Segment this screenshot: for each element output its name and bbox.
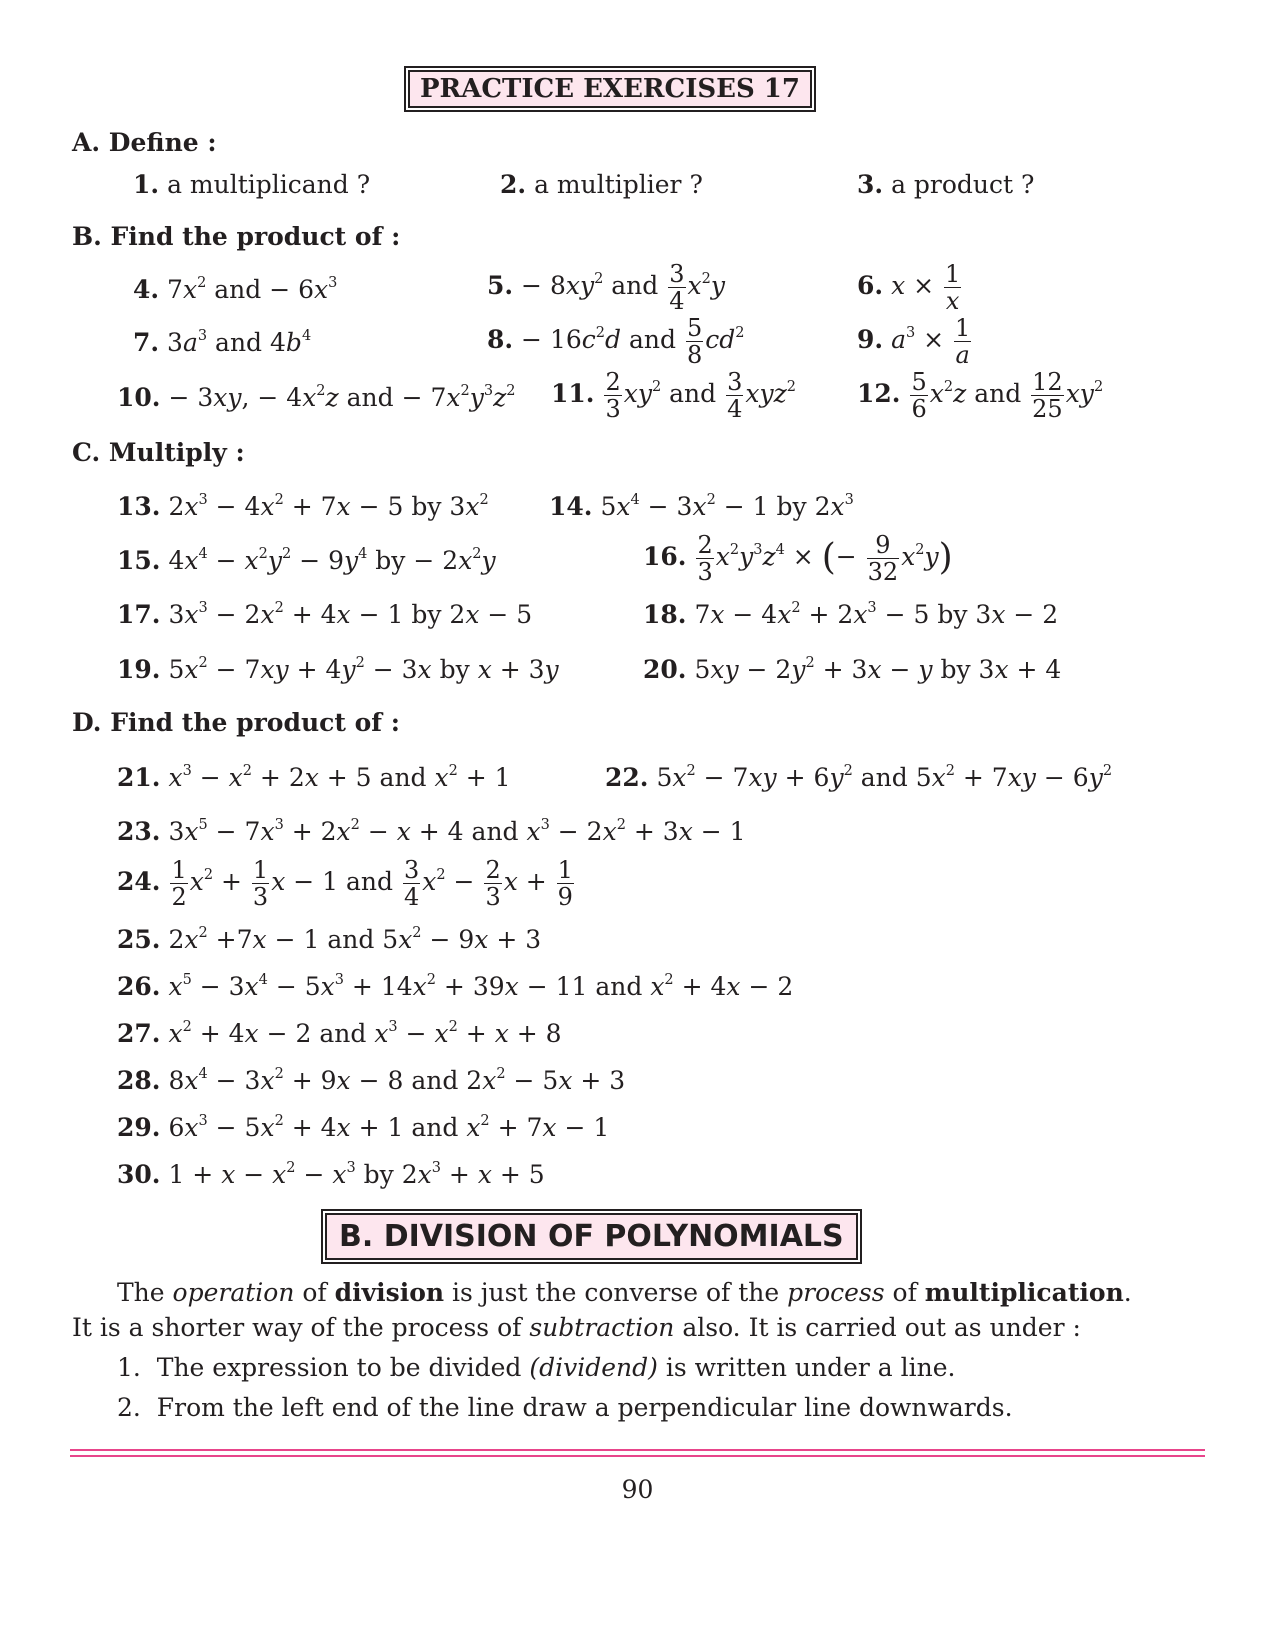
exercise-14: 14. $5x^4 - 3x^2 - 1$ by $2x^3$ — [549, 492, 854, 521]
exercise-22: 22. $5x^2 - 7xy + 6y^2$ and $5x^2 + 7xy - 6y^2$ — [605, 763, 1113, 792]
define-text: a multiplicand ? — [167, 170, 371, 199]
exercise-16: 16. $\frac{2}{3}$ $x^2y^3z^4$ × (− $\frac{9}{32}$ $x^2y$) — [643, 531, 953, 586]
exercise-7: 7. $3a^3$ and $4b^4$ — [133, 328, 312, 357]
define-item-2: 2. a multiplier ? — [500, 170, 703, 199]
exercise-23: 23. $3x^5 - 7x^3 + 2x^2 - x + 4$ and $x^3 - 2x^2 + 3x - 1$ — [117, 817, 746, 846]
exercise-29: 29. $6x^3 - 5x^2 + 4x + 1$ and $x^2 + 7x - 1$ — [117, 1113, 610, 1142]
division-paragraph-line2: It is a shorter way of the process of subtraction also. It is carried out as under : — [72, 1313, 1081, 1342]
section-c-heading: C. Multiply : — [72, 438, 245, 467]
exercise-20: 20. $5xy - 2y^2 + 3x - y$ by 3x + 4 — [643, 655, 1062, 684]
exercise-15: 15. $4x^4 - x^2y^2 - 9y^4$ by − $2x^2y$ — [117, 546, 496, 575]
exercise-26: 26. $x^5 - 3x^4 - 5x^3 + 14x^2 + 39x - 11$ and $x^2 + 4x - 2$ — [117, 972, 794, 1001]
exercise-28: 28. $8x^4 - 3x^2 + 9x - 8$ and $2x^2 - 5x + 3$ — [117, 1066, 626, 1095]
footer-rule-top — [70, 1449, 1205, 1451]
division-heading: B. DIVISION OF POLYNOMIALS — [325, 1213, 858, 1260]
exercise-4: 4. $7x^2$ and − $6x^3$ — [133, 275, 338, 304]
exercise-30: 30. $1 + x - x^2 - x^3$ by $2x^3 + x + 5$ — [117, 1160, 545, 1189]
exercise-25: 25. $2x^2 +7x - 1$ and $5x^2 - 9x + 3$ — [117, 925, 542, 954]
division-step-1: 1. The expression to be divided (dividend) is written under a line. — [117, 1353, 956, 1382]
exercise-8: 8. − $16c^2d$ and $\frac{5}{8}$ $cd^2$ — [487, 314, 745, 369]
exercise-11: 11. $\frac{2}{3}$ $xy^2$ and $\frac{3}{4}$ xyz$^2$ — [551, 368, 797, 423]
exercise-6: 6. x × $\frac{1}{x}$ — [857, 260, 961, 315]
section-b-heading: B. Find the product of : — [72, 222, 401, 251]
exercise-24: 24. $\frac{1}{2}$ $x^2$ + $\frac{1}{3}$ x − 1 and $\frac{3}{4}$ $x^2$ − $\frac{2}{3}$ x + $\frac{1}{9}$ — [117, 856, 573, 911]
exercise-12: 12. $\frac{5}{6}$ $x^2z$ and $\frac{12}{25}$ $xy^2$ — [857, 368, 1104, 423]
page-title: PRACTICE EXERCISES 17 — [408, 70, 812, 108]
exercise-19: 19. $5x^2 - 7xy + 4y^2 - 3x$ by x + 3y — [117, 655, 559, 684]
exercise-5: 5. − $8xy^2$ and $\frac{3}{4}$ $x^2y$ — [487, 260, 725, 315]
division-paragraph-line1: The operation of division is just the converse of the process of multiplication. — [117, 1278, 1132, 1307]
page-number: 90 — [621, 1475, 654, 1504]
exercise-18: 18. $7x - 4x^2 + 2x^3 - 5$ by 3x − 2 — [643, 600, 1059, 629]
section-d-heading: D. Find the product of : — [72, 708, 400, 737]
division-step-2: 2. From the left end of the line draw a perpendicular line downwards. — [117, 1393, 1013, 1422]
exercise-13: 13. $2x^3 - 4x^2 + 7x - 5$ by $3x^2$ — [117, 492, 489, 521]
exercise-27: 27. $x^2 + 4x - 2$ and $x^3 - x^2 + x + 8$ — [117, 1019, 562, 1048]
exercise-21: 21. $x^3 - x^2 + 2x + 5$ and $x^2 + 1$ — [117, 763, 511, 792]
exercise-9: 9. $a^3$ × $\frac{1}{a}$ — [857, 314, 971, 369]
exercise-10: 10. − 3xy, − $4x^2z$ and − $7x^2y^3z^2$ — [117, 383, 516, 412]
exercise-17: 17. $3x^3 - 2x^2 + 4x - 1$ by 2x − 5 — [117, 600, 533, 629]
footer-rule-bottom — [70, 1455, 1205, 1457]
section-a-heading: A. Define : — [72, 128, 217, 157]
define-item-1: 1. a multiplicand ? — [133, 170, 371, 199]
define-item-3: 3. a product ? — [857, 170, 1035, 199]
